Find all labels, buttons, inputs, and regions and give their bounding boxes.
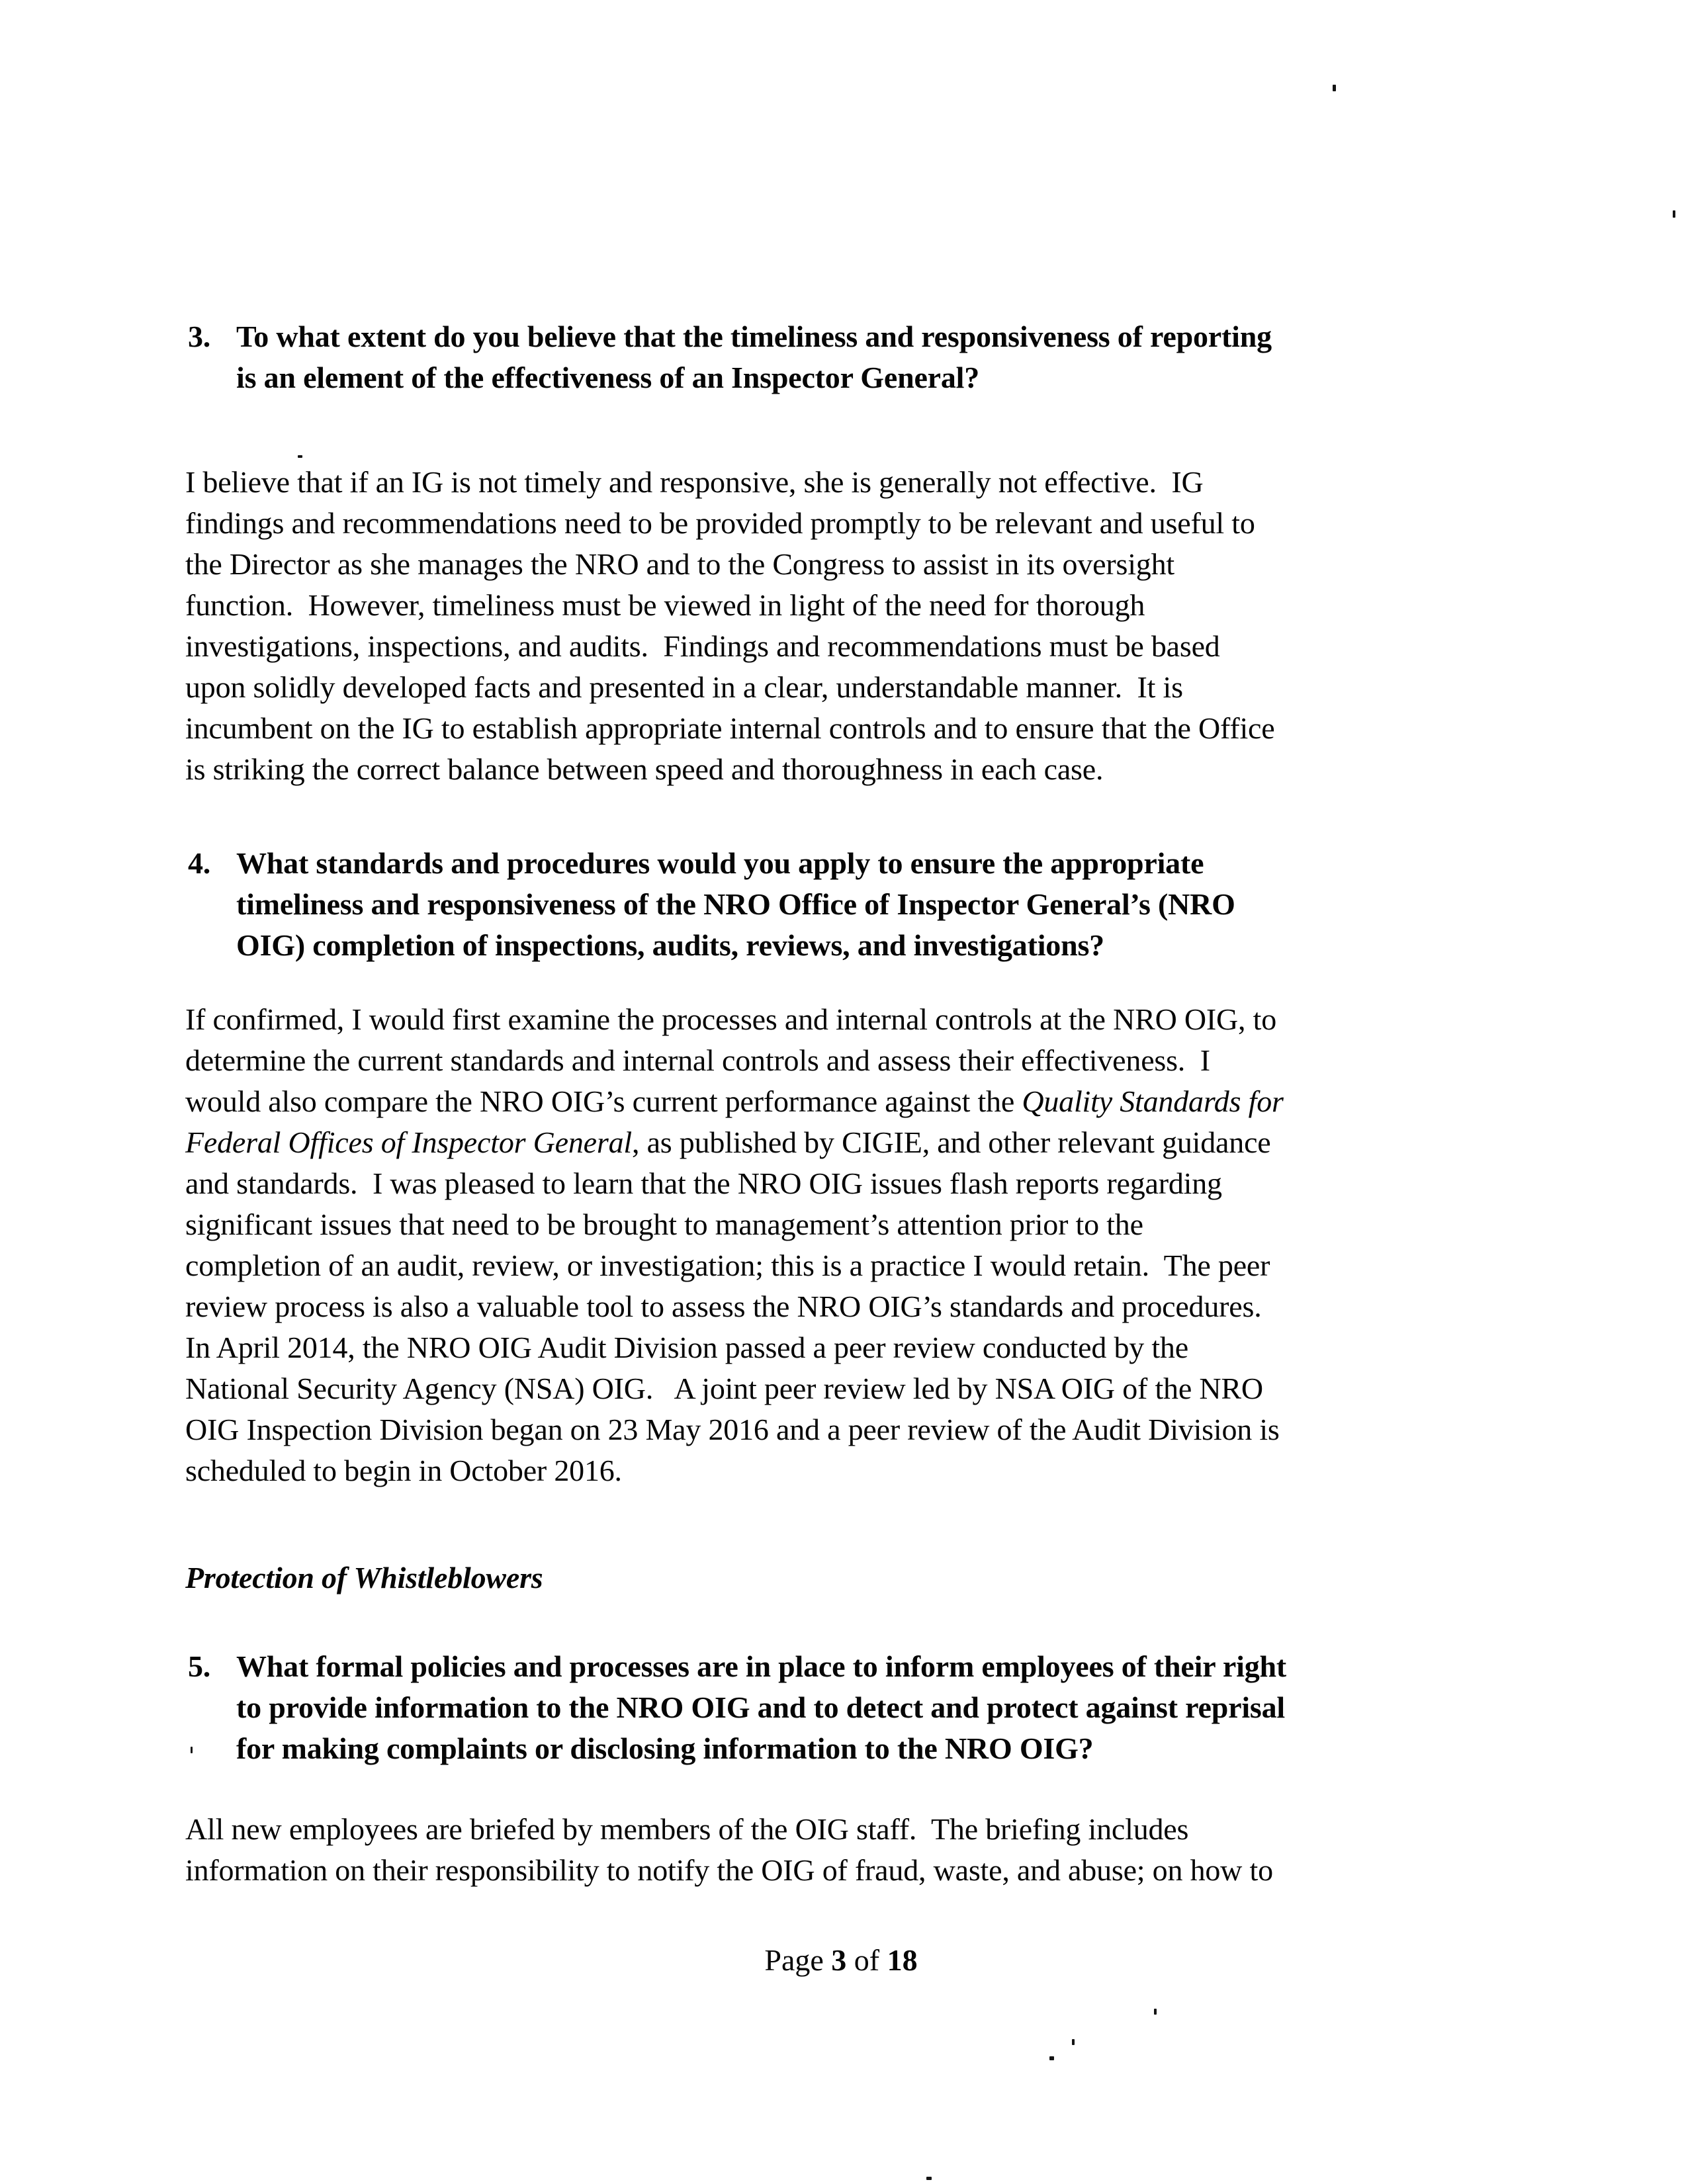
text-line: National Security Agency (NSA) OIG. A joint peer review led by NSA OIG of the NRO	[185, 1372, 1263, 1405]
question-5-number: 5.	[188, 1649, 211, 1683]
text-line: incumbent on the IG to establish appropriate internal controls and to ensure that the Office	[185, 711, 1275, 745]
text-line: OIG) completion of inspections, audits, reviews, and investigations?	[236, 928, 1104, 962]
question-4-number: 4.	[188, 846, 211, 880]
text-line: significant issues that need to be brought to management’s attention prior to the	[185, 1207, 1143, 1241]
text-line: information on their responsibility to notify the OIG of fraud, waste, and abuse; on how to	[185, 1853, 1273, 1887]
question-4	[185, 843, 1535, 966]
question-5-text	[236, 1646, 1535, 1769]
scan-artifact-dot	[1673, 210, 1675, 218]
text-line: is striking the correct balance between speed and thoroughness in each case.	[185, 752, 1104, 786]
scan-artifact-dot	[1333, 85, 1336, 91]
text-line: What formal policies and processes are in place to inform employees of their right	[236, 1649, 1287, 1683]
answer-3-paragraph	[185, 462, 1535, 790]
question-5	[185, 1646, 1535, 1769]
text-line: investigations, inspections, and audits. Findings and recommendations must be based	[185, 629, 1220, 663]
text-line: All new employees are briefed by members of the OIG staff. The briefing includes	[185, 1812, 1189, 1846]
text-line: timeliness and responsiveness of the NRO Office of Inspector General’s (NRO	[236, 887, 1235, 921]
scan-artifact-dot	[1049, 2056, 1054, 2060]
text-line: and standards. I was pleased to learn that the NRO OIG issues flash reports regarding	[185, 1166, 1222, 1200]
question-3	[185, 316, 1535, 398]
text-line: Federal Offices of Inspector General, as published by CIGIE, and other relevant guidance	[185, 1125, 1271, 1159]
text-line: In April 2014, the NRO OIG Audit Division passed a peer review conducted by the	[185, 1331, 1188, 1364]
text-line: upon solidly developed facts and presented in a clear, understandable manner. It is	[185, 670, 1183, 704]
text-line: review process is also a valuable tool to assess the NRO OIG’s standards and procedures.	[185, 1289, 1262, 1323]
text-line: If confirmed, I would first examine the processes and internal controls at the NRO OIG, to	[185, 1002, 1277, 1036]
scan-artifact-dot	[298, 455, 302, 458]
text-line: to provide information to the NRO OIG and to detect and protect against reprisal	[236, 1690, 1285, 1724]
text-line: determine the current standards and internal controls and assess their effectiveness. I	[185, 1043, 1210, 1077]
text-line: completion of an audit, review, or investigation; this is a practice I would retain. The peer	[185, 1248, 1270, 1282]
text-line: function. However, timeliness must be viewed in light of the need for thorough	[185, 588, 1145, 622]
section-heading-protection-of-whistleblowers: Protection of Whistleblowers	[185, 1561, 543, 1594]
scan-artifact-dot	[926, 2177, 932, 2180]
scan-artifact-dot	[191, 1747, 193, 1753]
document-content	[185, 316, 1535, 1891]
question-3-text	[236, 316, 1535, 398]
text-line: To what extent do you believe that the timeliness and responsiveness of reporting	[236, 320, 1272, 353]
answer-4-paragraph	[185, 999, 1535, 1491]
question-4-text	[236, 843, 1535, 966]
text-line: findings and recommendations need to be provided promptly to be relevant and useful to	[185, 506, 1255, 540]
text-line: for making complaints or disclosing information to the NRO OIG?	[236, 1731, 1094, 1765]
text-line: Page 3 of 18	[764, 1943, 918, 1977]
text-line: the Director as she manages the NRO and to the Congress to assist in its oversight	[185, 547, 1174, 581]
page-footer	[0, 1940, 1682, 1981]
text-line: OIG Inspection Division began on 23 May 2016 and a peer review of the Audit Division is	[185, 1413, 1280, 1446]
text-line: would also compare the NRO OIG’s current performance against the Quality Standards for	[185, 1084, 1284, 1118]
text-line: scheduled to begin in October 2016.	[185, 1454, 622, 1487]
text-line: What standards and procedures would you apply to ensure the appropriate	[236, 846, 1204, 880]
scan-artifact-dot	[1154, 2009, 1157, 2015]
text-line: I believe that if an IG is not timely and responsive, she is generally not effective. IG	[185, 465, 1204, 499]
question-3-number: 3.	[188, 320, 211, 353]
text-line: is an element of the effectiveness of an Inspector General?	[236, 361, 980, 394]
scan-artifact-dot	[1072, 2039, 1075, 2045]
answer-5-paragraph	[185, 1809, 1535, 1891]
